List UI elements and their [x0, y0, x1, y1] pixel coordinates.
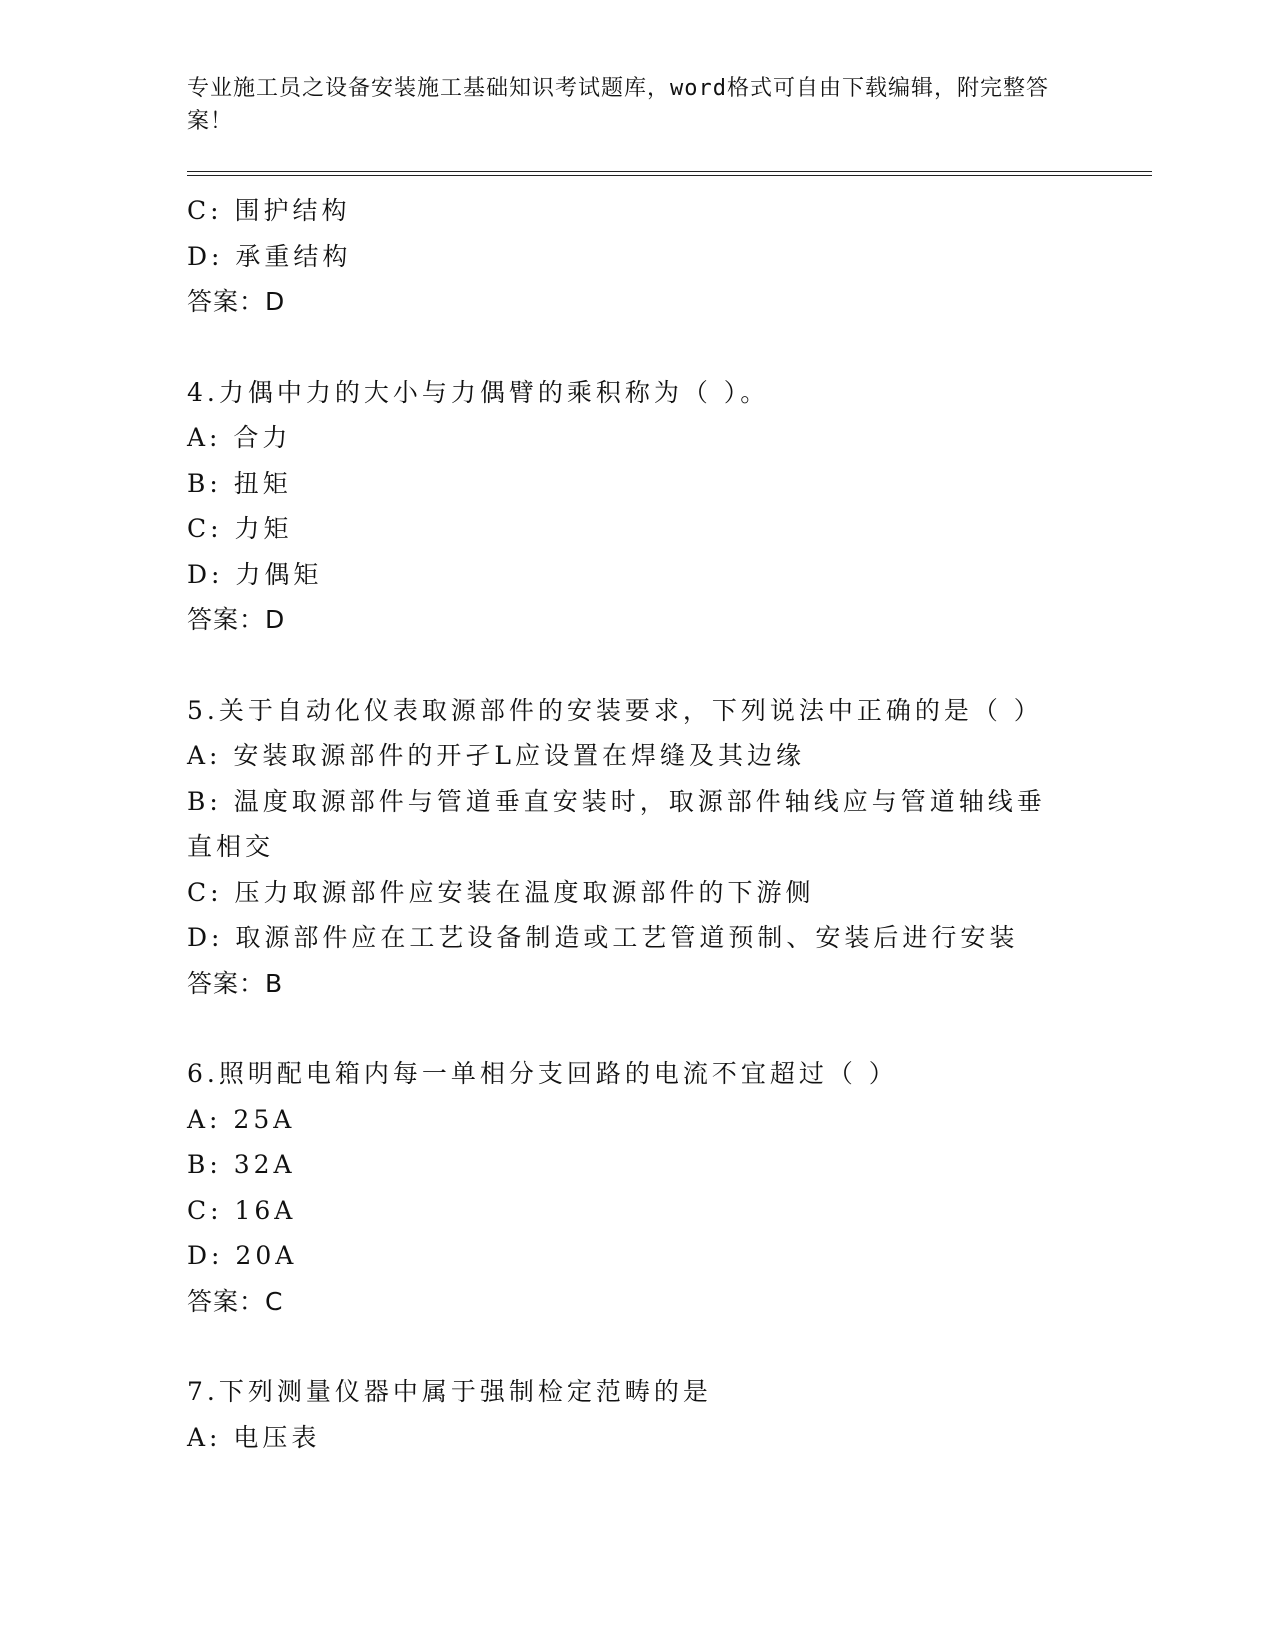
question-6: [187, 1051, 1087, 1324]
question-7: [187, 1369, 1087, 1460]
option-c: C: 围护结构: [187, 196, 351, 225]
header-divider-bottom: [187, 175, 1152, 176]
option-b: B: 32A: [187, 1150, 296, 1179]
answer-line: 答案：D: [187, 287, 286, 316]
question-stem: 7.下列测量仪器中属于强制检定范畴的是: [187, 1377, 712, 1406]
option-a: A: 安装取源部件的开孑L应设置在焊缝及其边缘: [187, 741, 806, 770]
spacer: [187, 1324, 1087, 1369]
option-b: B: 扭矩: [187, 468, 292, 498]
spacer: [187, 325, 1087, 370]
question-content: [187, 188, 1087, 1460]
document-header: 专业施工员之设备安装施工基础知识考试题库，word格式可自由下载编辑，附完整答案！: [187, 76, 1049, 134]
question-3-tail: [187, 188, 1087, 325]
option-a: A: 电压表: [187, 1422, 321, 1452]
option-c: C: 力矩: [187, 514, 293, 543]
answer-line: 答案：D: [187, 605, 286, 634]
option-b: B: 温度取源部件与管道垂直安装时，取源部件轴线应与管道轴线垂直相交: [187, 786, 1046, 861]
option-c: C: 16A: [187, 1195, 297, 1225]
option-d: D: 20A: [187, 1241, 298, 1270]
header-divider-top: [187, 171, 1152, 172]
question-stem: 6.照明配电箱内每一单相分支回路的电流不宜超过（ ）: [187, 1059, 898, 1088]
question-4: [187, 370, 1087, 643]
option-a: A: 25A: [187, 1104, 296, 1134]
question-stem: 4.力偶中力的大小与力偶臂的乘积称为（ ）。: [187, 377, 770, 407]
answer-line: 答案：B: [187, 968, 284, 998]
question-stem: 5.关于自动化仪表取源部件的安装要求，下列说法中正确的是（ ）: [187, 695, 1043, 725]
option-a: A: 合力: [187, 423, 292, 452]
option-d: D: 取源部件应在工艺设备制造或工艺管道预制、安装后进行安装: [187, 923, 1019, 952]
option-c: C: 压力取源部件应安装在温度取源部件的下游侧: [187, 877, 815, 907]
spacer: [187, 1006, 1087, 1051]
option-d: D: 力偶矩: [187, 559, 323, 589]
answer-line: 答案：C: [187, 1286, 284, 1316]
question-5: [187, 688, 1087, 1007]
spacer: [187, 643, 1087, 688]
option-d: D: 承重结构: [187, 241, 352, 271]
